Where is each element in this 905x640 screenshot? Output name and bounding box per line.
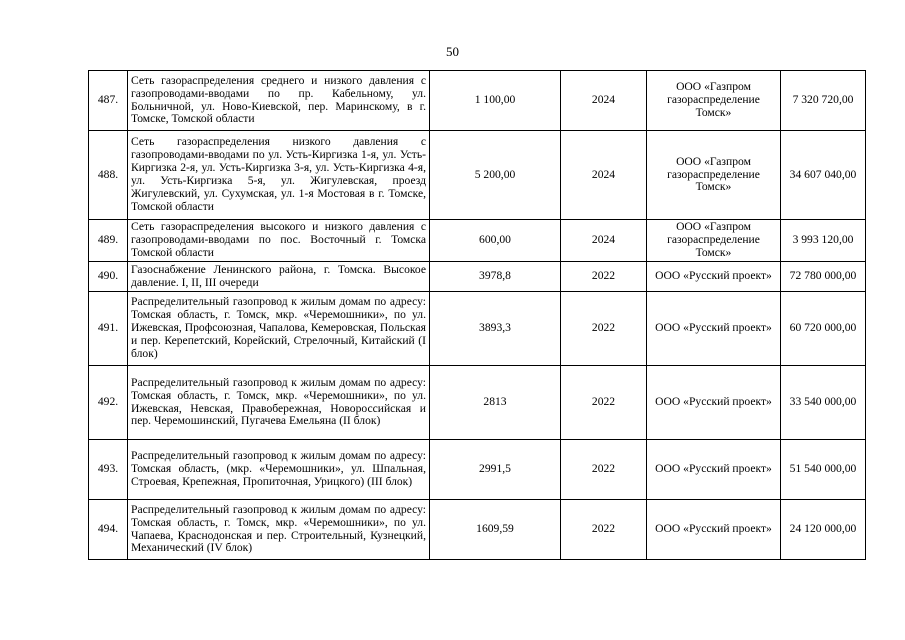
object-name: Сеть газораспределения среднего и низкого давления с газопроводами-вводами по пр. Кабельному, ул. Больничной, ул. Ново-Киевской, пер. Маринскому, в г. Томске, Томской области [128, 71, 430, 131]
table-row [89, 292, 866, 366]
year: 2022 [561, 262, 647, 292]
table-row [89, 366, 866, 440]
object-name: Сеть газораспределения высокого и низкого давления с газопроводами-вводами по пос. Восточный г. Томска Томской области [128, 220, 430, 262]
table-row [89, 440, 866, 500]
object-name: Распределительный газопровод к жилым домам по адресу: Томская область, г. Томск, мкр. «Черемошники», по ул. Ижевская, Невская, Правобережная, Новороссийская и пер. Черемошинский, Пугачева Емельяна (II блок) [128, 366, 430, 440]
pipeline-length: 3893,3 [430, 292, 561, 366]
row-number: 487. [89, 71, 128, 131]
cost: 34 607 040,00 [781, 131, 866, 220]
organization: ООО «Русский проект» [647, 292, 781, 366]
cost: 72 780 000,00 [781, 262, 866, 292]
row-number: 492. [89, 366, 128, 440]
year: 2022 [561, 366, 647, 440]
row-number: 494. [89, 500, 128, 560]
row-number: 489. [89, 220, 128, 262]
organization: ООО «Русский проект» [647, 440, 781, 500]
row-number: 491. [89, 292, 128, 366]
pipeline-length: 1609,59 [430, 500, 561, 560]
object-name: Распределительный газопровод к жилым домам по адресу: Томская область, (мкр. «Черемошники», ул. Шпальная, Строевая, Крепежная, Пропиточная, Урицкого) (III блок) [128, 440, 430, 500]
year: 2024 [561, 220, 647, 262]
cost: 3 993 120,00 [781, 220, 866, 262]
pipeline-length: 3978,8 [430, 262, 561, 292]
cost: 7 320 720,00 [781, 71, 866, 131]
pipeline-length: 600,00 [430, 220, 561, 262]
object-name: Распределительный газопровод к жилым домам по адресу: Томская область, г. Томск, мкр. «Черемошники», по ул. Ижевская, Профсоюзная, Чапалова, Кемеровская, Польская и пер. Керепетский, Корейский, Стрелочный, Китайский (I блок) [128, 292, 430, 366]
row-number: 488. [89, 131, 128, 220]
objects-table [88, 70, 866, 560]
cost: 24 120 000,00 [781, 500, 866, 560]
object-name: Распределительный газопровод к жилым домам по адресу: Томская область, г. Томск, мкр. «Черемошники», по ул. Чапаева, Краснодонская и пер. Строительный, Кузнецкий, Механический (IV блок) [128, 500, 430, 560]
cost: 33 540 000,00 [781, 366, 866, 440]
organization: ООО «Русский проект» [647, 500, 781, 560]
object-name: Сеть газораспределения низкого давления с газопроводами-вводами по ул. Усть-Киргизка 1-я, ул. Усть-Киргизка 2-я, ул. Усть-Киргизка 3-я, ул. Усть-Киргизка 4-я, ул. Усть-Киргизка 5-я, ул. Жигулевская, проезд Жигулевский, ул. Сухумская, ул. 1-я Мостовая в г. Томске, Томской области [128, 131, 430, 220]
organization: ООО «Газпром газораспределение Томск» [647, 71, 781, 131]
table-row [89, 262, 866, 292]
organization: ООО «Газпром газораспределение Томск» [647, 131, 781, 220]
object-name: Газоснабжение Ленинского района, г. Томска. Высокое давление. I, II, III очереди [128, 262, 430, 292]
year: 2022 [561, 500, 647, 560]
row-number: 493. [89, 440, 128, 500]
table-row [89, 500, 866, 560]
row-number: 490. [89, 262, 128, 292]
year: 2022 [561, 292, 647, 366]
organization: ООО «Газпром газораспределение Томск» [647, 220, 781, 262]
pipeline-length: 2813 [430, 366, 561, 440]
page-number: 50 [446, 44, 459, 59]
cost: 60 720 000,00 [781, 292, 866, 366]
organization: ООО «Русский проект» [647, 366, 781, 440]
year: 2022 [561, 440, 647, 500]
pipeline-length: 2991,5 [430, 440, 561, 500]
pipeline-length: 1 100,00 [430, 71, 561, 131]
year: 2024 [561, 131, 647, 220]
pipeline-length: 5 200,00 [430, 131, 561, 220]
table-row [89, 71, 866, 131]
year: 2024 [561, 71, 647, 131]
table-row [89, 220, 866, 262]
cost: 51 540 000,00 [781, 440, 866, 500]
table-row [89, 131, 866, 220]
organization: ООО «Русский проект» [647, 262, 781, 292]
